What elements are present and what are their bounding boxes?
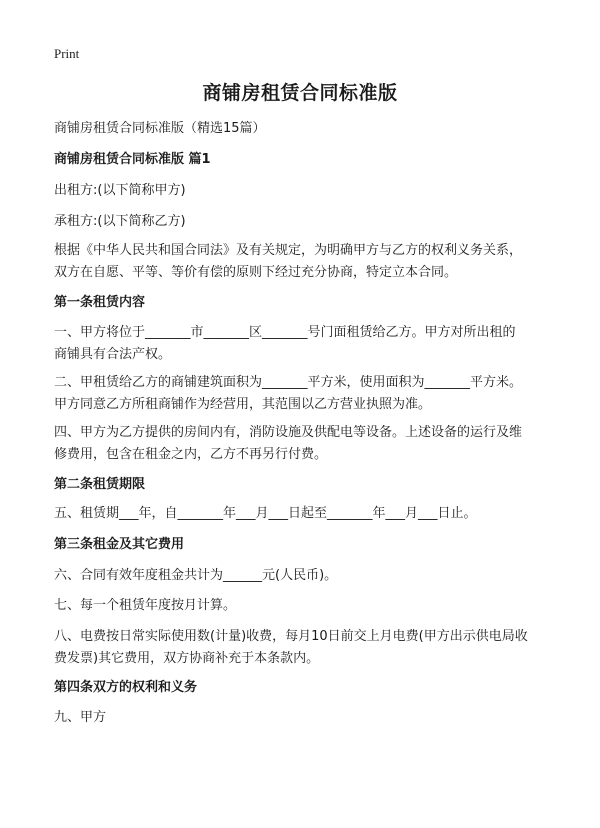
intro-paragraph — [54, 240, 554, 284]
paragraph-line: 修费用，包含在租金之内，乙方不再另行付费。 — [54, 447, 328, 462]
article-heading: 第四条双方的权利和义务 — [54, 680, 198, 695]
clause-paragraph — [54, 626, 554, 670]
paragraph-line: 一、甲方将位于_______市_______区_______号门面租赁给乙方。甲方对所出租的 — [54, 325, 516, 340]
section-heading: 商铺房租赁合同标准版 篇1 — [54, 152, 211, 167]
page-title: 商铺房租赁合同标准版 — [202, 82, 398, 104]
paragraph-line: 四、甲方为乙方提供的房间内有，消防设施及供配电等设备。上述设备的运行及维 — [54, 425, 523, 440]
paragraph-line: 费发票)其它费用，双方协商补充于本条款内。 — [54, 651, 320, 666]
paragraph-line: 根据《中华人民共和国合同法》及有关规定，为明确甲方与乙方的权利义务关系， — [54, 243, 523, 258]
lessor-line: 出租方:(以下简称甲方) — [54, 183, 186, 198]
clause-paragraph — [54, 322, 554, 366]
paragraph-line: 八、电费按日常实际使用数(计量)收费，每月10日前交上月电费(甲方出示供电局收 — [54, 629, 528, 644]
clause-paragraph — [54, 422, 554, 466]
paragraph-line: 二、甲租赁给乙方的商铺建筑面积为_______平方米，使用面积为_______平方米。 — [54, 375, 523, 390]
paragraph-line: 甲方同意乙方所租商铺作为经营用，其范围以乙方营业执照为准。 — [54, 397, 432, 412]
lessee-line: 承租方:(以下简称乙方) — [54, 214, 186, 229]
print-link[interactable]: Print — [54, 46, 80, 61]
clause-paragraph — [54, 372, 554, 416]
paragraph-line: 双方在自愿、平等、等价有偿的原则下经过充分协商，特定立本合同。 — [54, 265, 458, 280]
document-subtitle: 商铺房租赁合同标准版（精选15篇） — [54, 121, 266, 136]
article-heading: 第二条租赁期限 — [54, 477, 146, 492]
clause-paragraph: 六、合同有效年度租金共计为______元(人民币)。 — [54, 568, 338, 583]
clause-paragraph: 五、租赁期___年，自_______年___月___日起至_______年___月___日止。 — [54, 506, 477, 521]
clause-paragraph: 七、每一个租赁年度按月计算。 — [54, 598, 237, 613]
clause-paragraph: 九、甲方 — [54, 710, 107, 725]
article-heading: 第一条租赁内容 — [54, 295, 146, 310]
article-heading: 第三条租金及其它费用 — [54, 537, 185, 552]
paragraph-line: 商铺具有合法产权。 — [54, 347, 172, 362]
